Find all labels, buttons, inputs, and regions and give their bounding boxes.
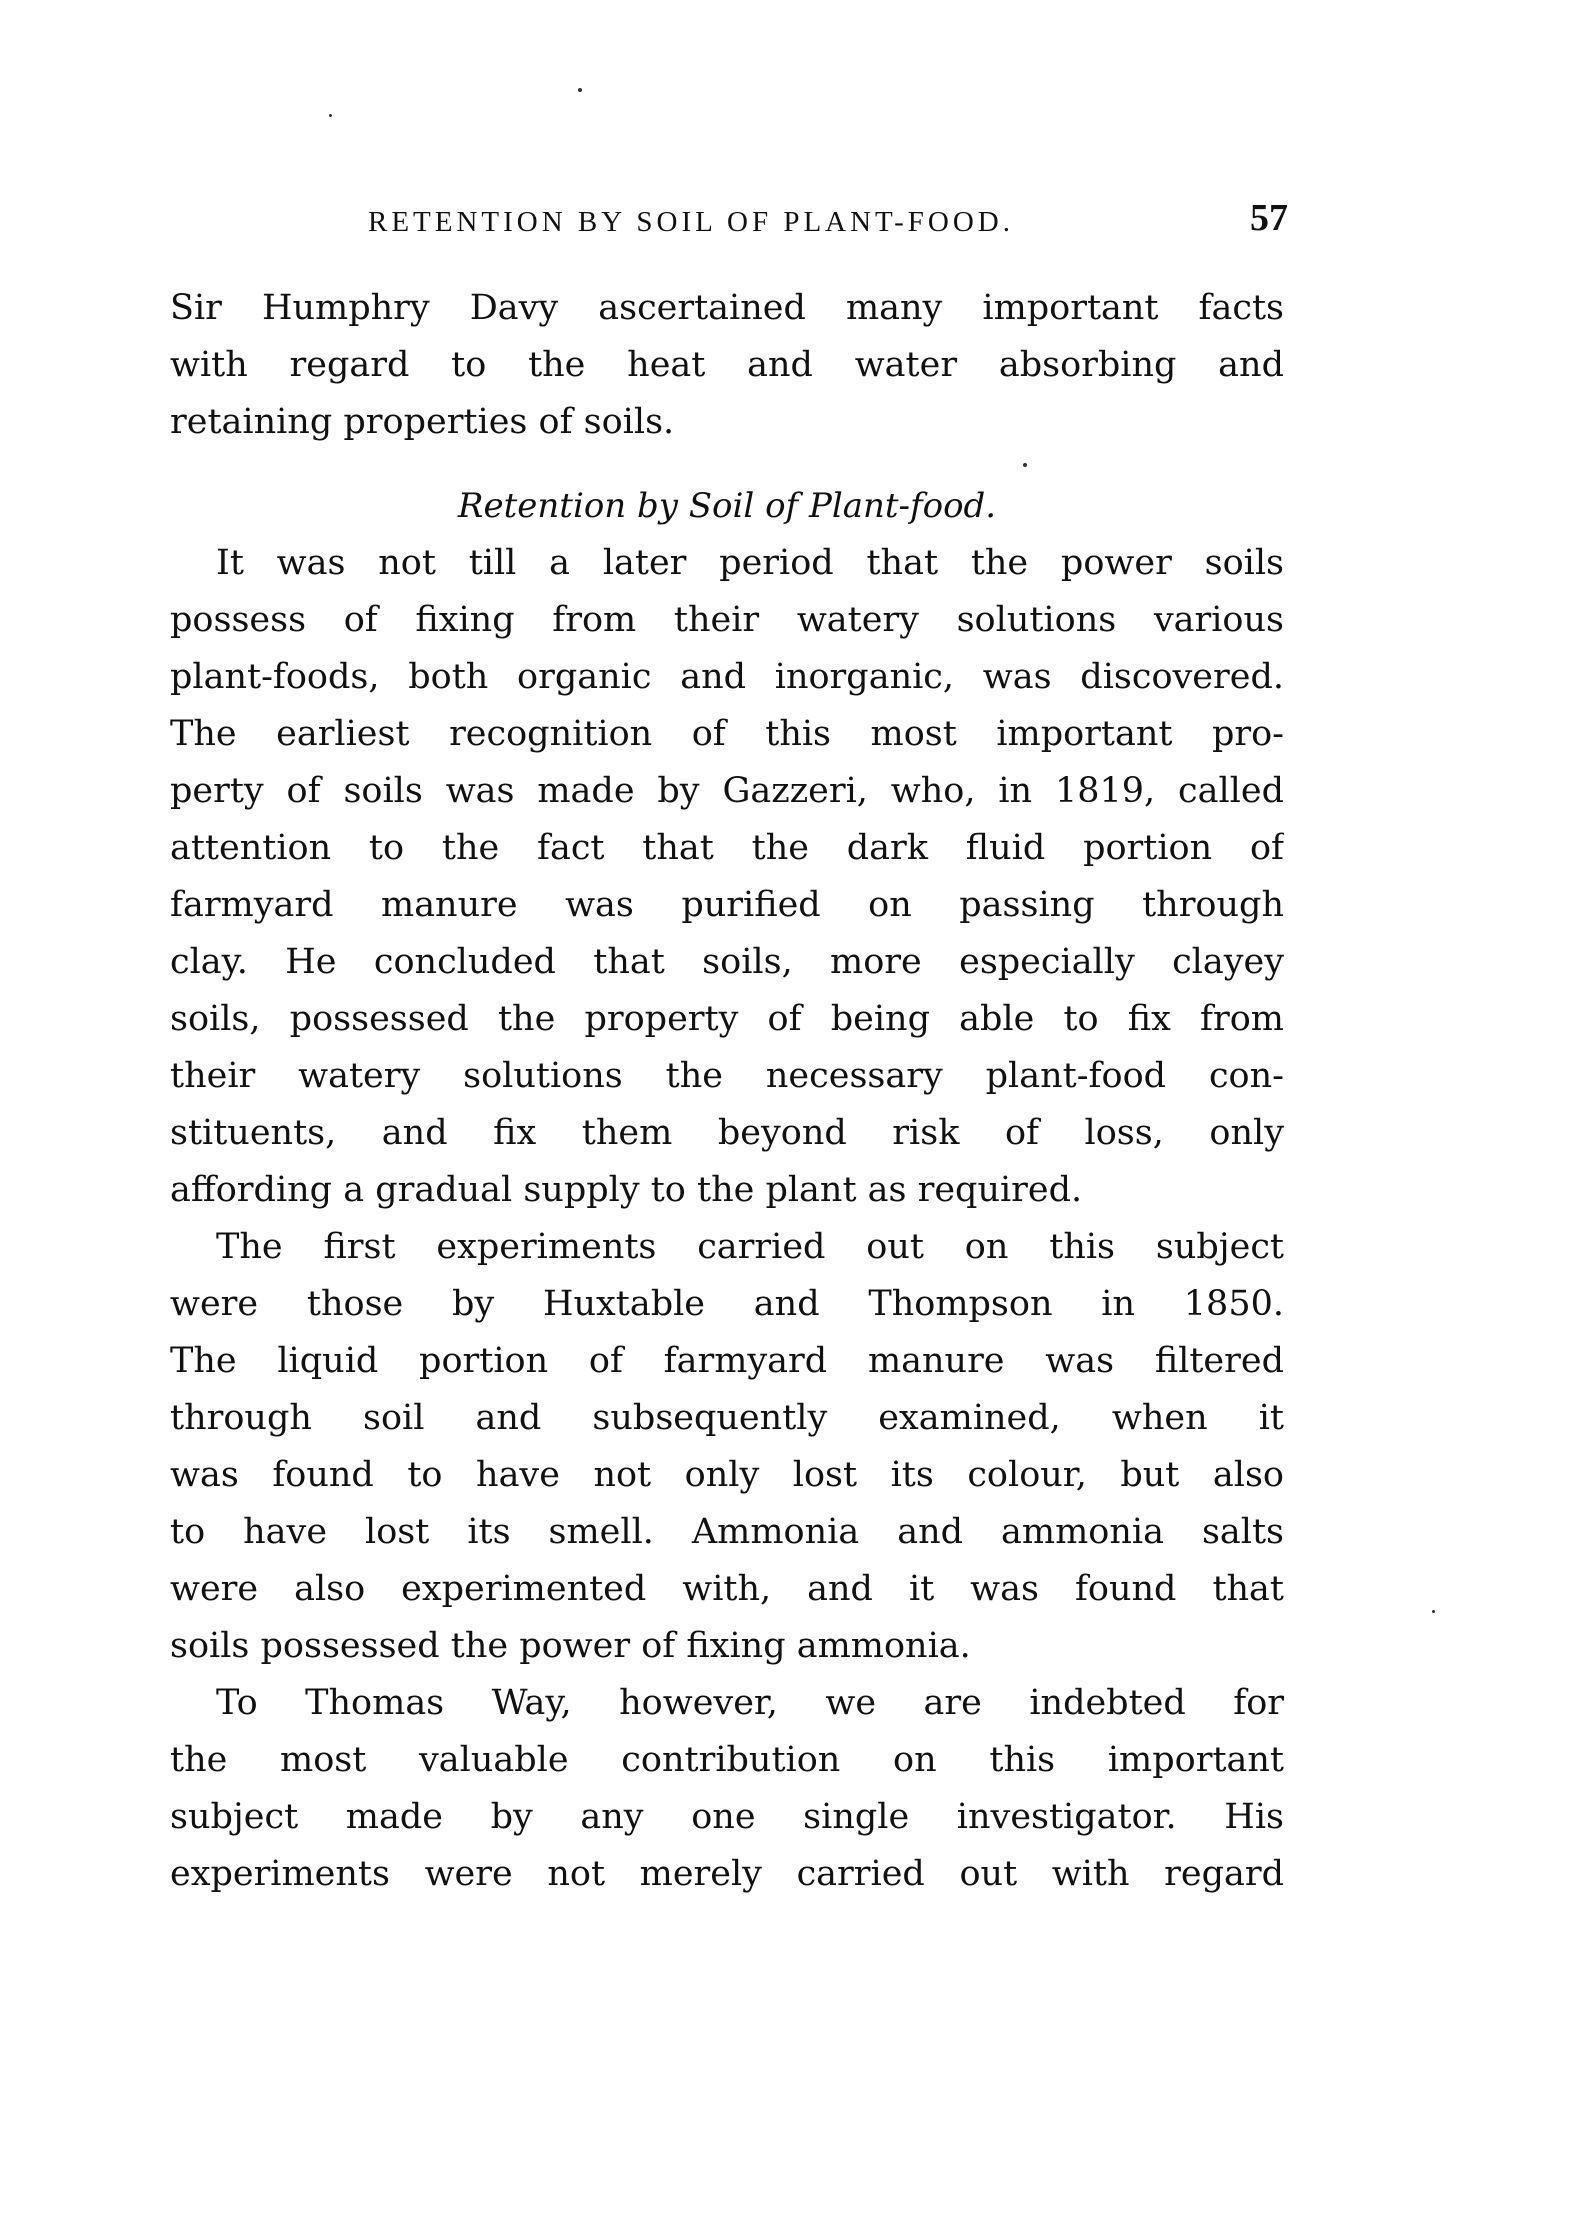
- paragraph: [170, 535, 1284, 1219]
- text-line: clay. He concluded that soils, more especially clayey: [170, 942, 1284, 982]
- page-header: [168, 196, 1288, 246]
- text-line: with regard to the heat and water absorbing and: [170, 345, 1284, 385]
- text-line: It was not till a later period that the power soils: [216, 543, 1284, 583]
- text-line: plant-foods, both organic and inorganic, was discovered.: [170, 657, 1284, 697]
- ink-speck: [1432, 1610, 1435, 1613]
- paragraph: [170, 1219, 1284, 1675]
- paragraph: [170, 280, 1284, 451]
- text-line: were also experimented with, and it was found that: [170, 1569, 1284, 1609]
- text-line: Sir Humphry Davy ascertained many important facts: [170, 288, 1284, 328]
- text-line: perty of soils was made by Gazzeri, who, in 1819, called: [170, 771, 1284, 811]
- text-line: stituents, and fix them beyond risk of loss, only: [170, 1113, 1284, 1153]
- text-line: farmyard manure was purified on passing through: [170, 885, 1284, 925]
- text-line: experiments were not merely carried out with regard: [170, 1854, 1284, 1894]
- text-line: attention to the fact that the dark fluid portion of: [170, 828, 1284, 868]
- text-line: The liquid portion of farmyard manure was filtered: [170, 1341, 1284, 1381]
- text-line: to have lost its smell. Ammonia and ammonia salts: [170, 1512, 1284, 1552]
- text-line: The first experiments carried out on this subject: [216, 1227, 1284, 1267]
- text-line: possess of fixing from their watery solutions various: [170, 600, 1284, 640]
- text-line: The earliest recognition of this most important pro-: [170, 714, 1284, 754]
- text-line: was found to have not only lost its colour, but also: [170, 1455, 1284, 1495]
- ink-speck: [578, 88, 582, 92]
- section-heading: Retention by Soil of Plant-food.: [457, 486, 997, 526]
- running-head: RETENTION BY SOIL OF PLANT-FOOD.: [368, 206, 1014, 238]
- text-line: retaining properties of soils.: [170, 402, 675, 442]
- text-line: subject made by any one single investigator. His: [170, 1797, 1284, 1837]
- text-line: soils possessed the power of fixing ammonia.: [170, 1626, 971, 1666]
- text-line: affording a gradual supply to the plant as required.: [170, 1170, 1083, 1210]
- page-number: 57: [1250, 197, 1288, 239]
- text-line: were those by Huxtable and Thompson in 1850.: [170, 1284, 1284, 1324]
- text-line: To Thomas Way, however, we are indebted for: [216, 1683, 1284, 1723]
- text-line: the most valuable contribution on this important: [170, 1740, 1284, 1780]
- body-text: [170, 280, 1284, 1903]
- text-line: through soil and subsequently examined, when it: [170, 1398, 1284, 1438]
- paragraph: [170, 1675, 1284, 1903]
- text-line: their watery solutions the necessary plant-food con-: [170, 1056, 1284, 1096]
- text-line: soils, possessed the property of being able to fix from: [170, 999, 1284, 1039]
- ink-speck: [329, 114, 332, 117]
